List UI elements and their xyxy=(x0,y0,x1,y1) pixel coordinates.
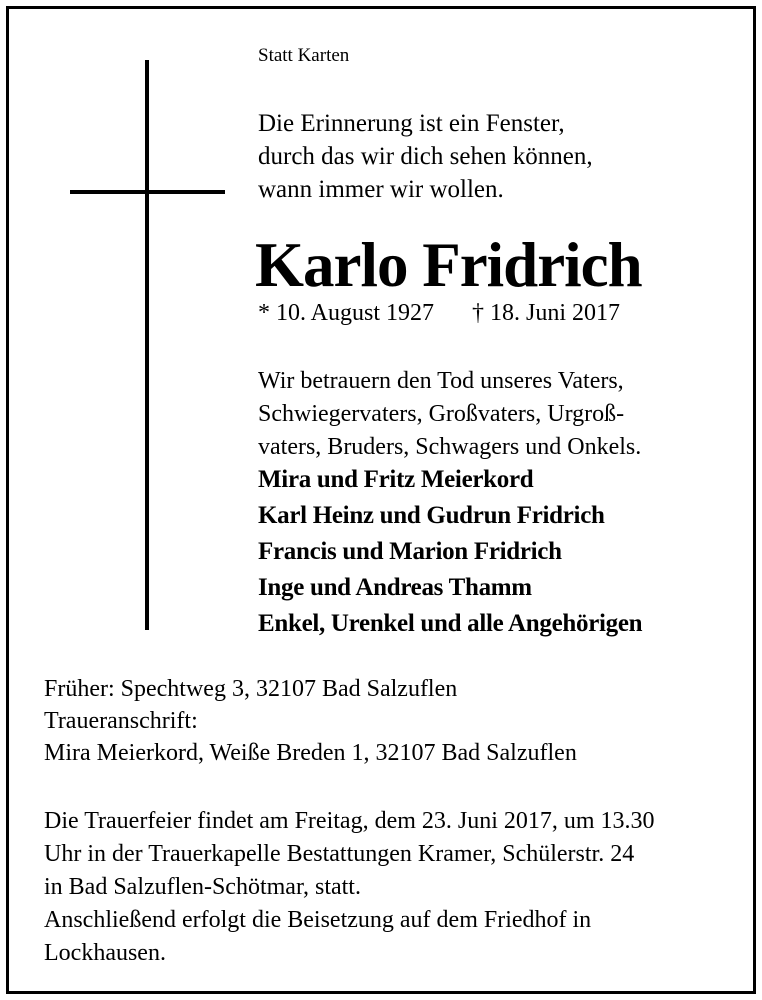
mourning-line: Schwiegervaters, Großvaters, Urgroß- xyxy=(258,401,625,427)
ceremony-line: Lockhausen. xyxy=(44,940,166,966)
deceased-name: Karlo Fridrich xyxy=(255,230,642,300)
ceremony-line: Anschließend erfolgt die Beisetzung auf dem Friedhof in xyxy=(44,907,592,933)
address-line: Traueranschrift: xyxy=(44,708,198,734)
quote-line: wann immer wir wollen. xyxy=(258,176,504,203)
memorial-quote xyxy=(258,107,593,206)
address-line: Mira Meierkord, Weiße Breden 1, 32107 Bad Salzuflen xyxy=(44,740,577,766)
family-member: Karl Heinz und Gudrun Fridrich xyxy=(258,502,605,529)
quote-line: Die Erinnerung ist ein Fenster, xyxy=(258,110,565,137)
mourning-text xyxy=(258,365,641,464)
family-member: Enkel, Urenkel und alle Angehörigen xyxy=(258,610,643,637)
family-member: Mira und Fritz Meierkord xyxy=(258,466,534,493)
cross-bar xyxy=(70,190,225,194)
death-date: † 18. Juni 2017 xyxy=(472,300,621,326)
address-block xyxy=(44,673,577,769)
family-list xyxy=(258,462,642,642)
cross-icon xyxy=(145,60,149,630)
mourning-line: vaters, Bruders, Schwagers und Onkels. xyxy=(258,434,642,460)
family-member: Francis und Marion Fridrich xyxy=(258,538,562,565)
ceremony-info xyxy=(44,805,655,970)
family-member: Inge und Andreas Thamm xyxy=(258,574,532,601)
address-line: Früher: Spechtweg 3, 32107 Bad Salzuflen xyxy=(44,676,458,702)
ceremony-line: Die Trauerfeier findet am Freitag, dem 23. Juni 2017, um 13.30 xyxy=(44,808,655,834)
quote-line: durch das wir dich sehen können, xyxy=(258,143,593,170)
ceremony-line: in Bad Salzuflen-Schötmar, statt. xyxy=(44,874,361,900)
mourning-line: Wir betrauern den Tod unseres Vaters, xyxy=(258,368,624,394)
statt-karten-label: Statt Karten xyxy=(258,45,350,66)
ceremony-line: Uhr in der Trauerkapelle Bestattungen Kramer, Schülerstr. 24 xyxy=(44,841,635,867)
life-dates xyxy=(258,298,620,328)
birth-date: * 10. August 1927 xyxy=(258,300,435,326)
